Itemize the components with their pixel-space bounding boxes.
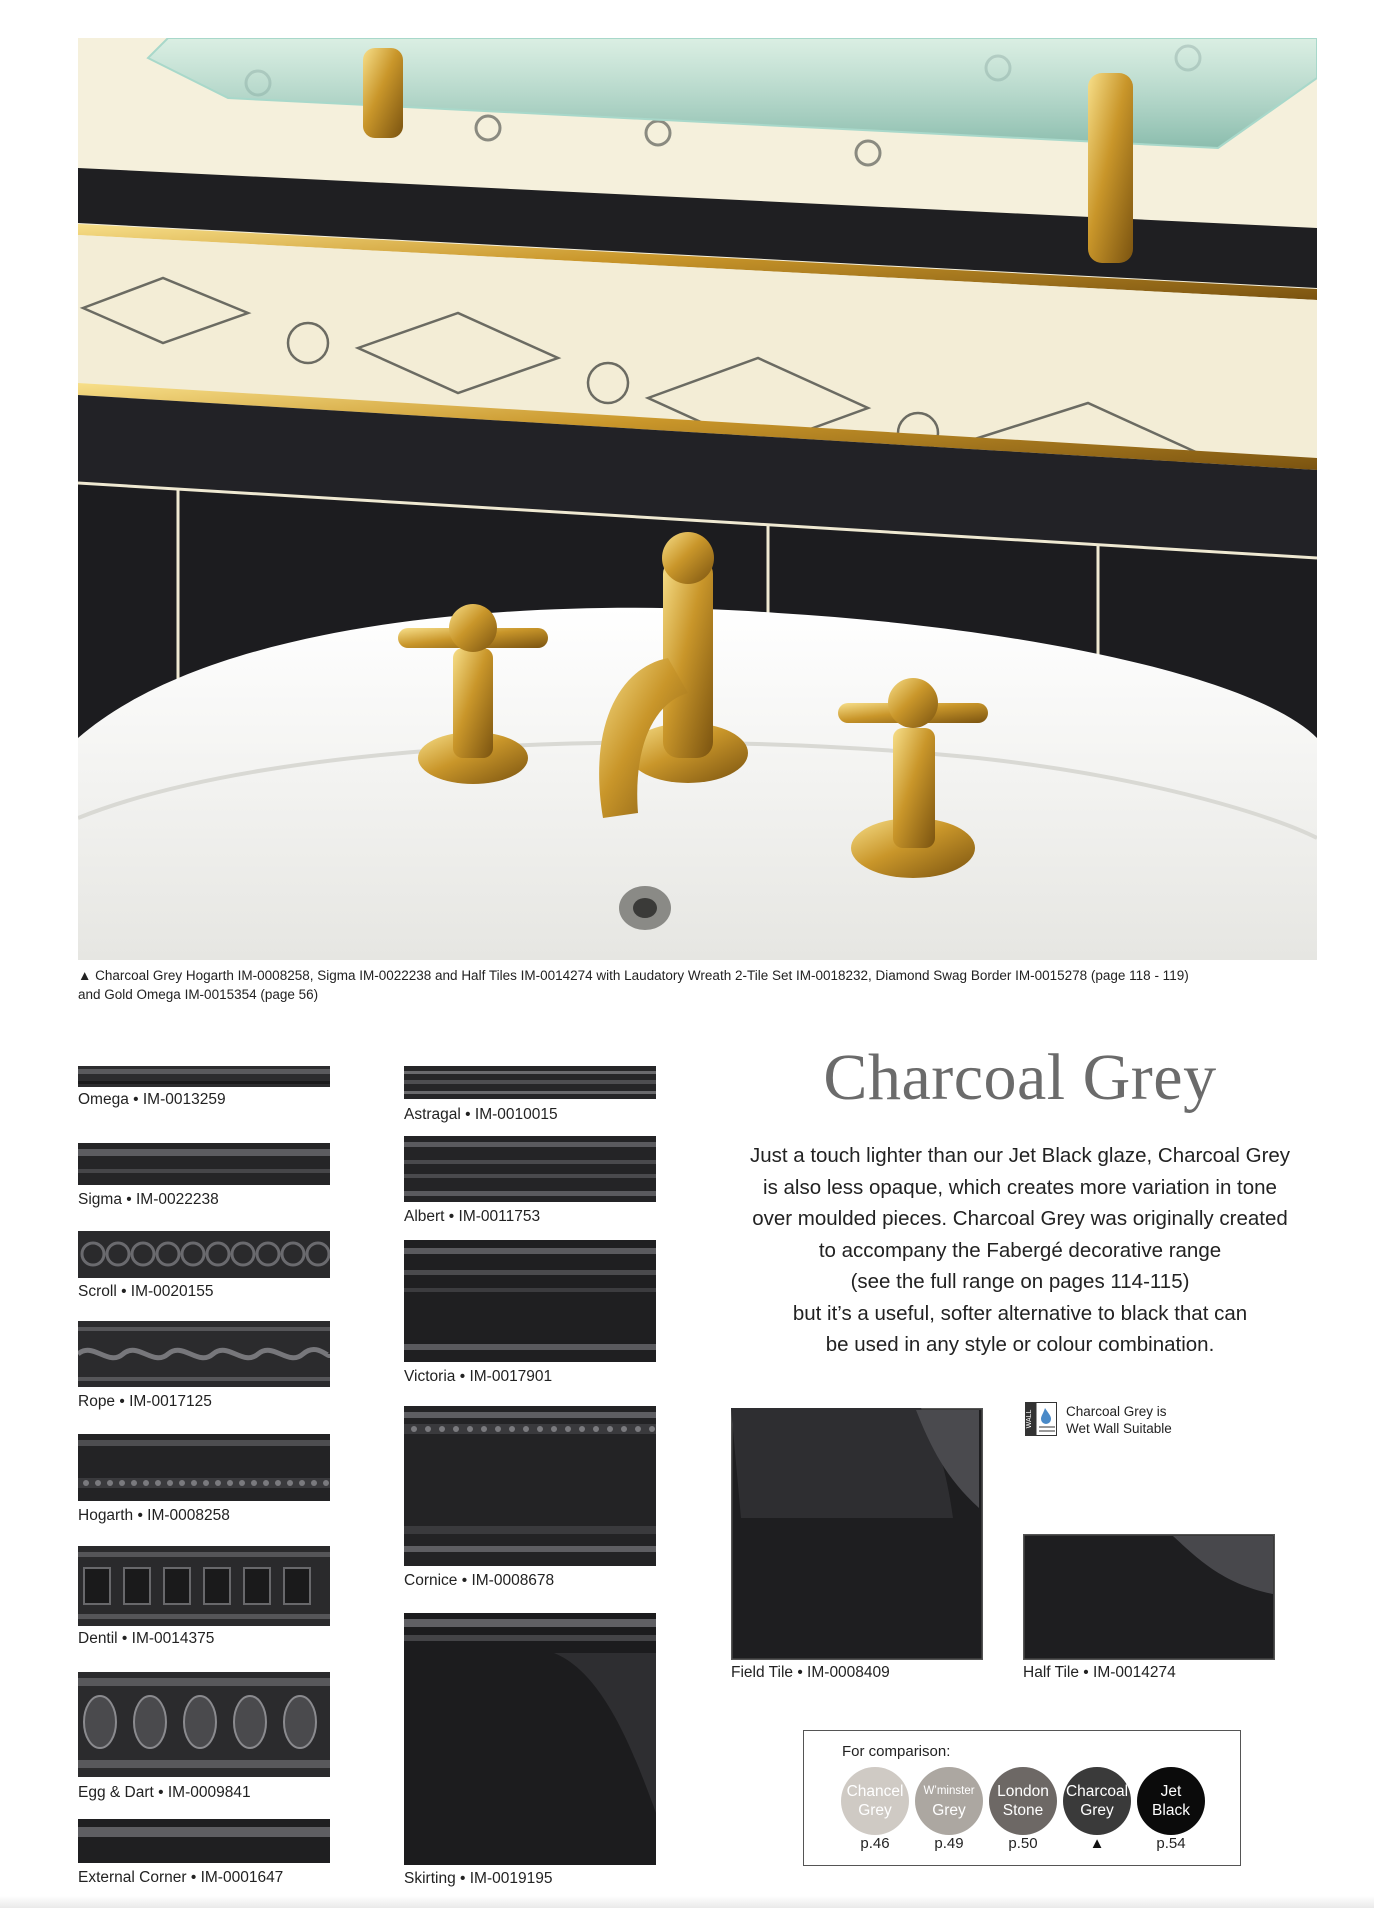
egg-dart-label: Egg & Dart • IM-0009841 <box>78 1784 251 1801</box>
description-line: but it’s a useful, softer alternative to black that can <box>792 1301 1248 1325</box>
description-line: over moulded pieces. Charcoal Grey was originally created <box>752 1207 1288 1230</box>
swatch-page-ref: p.54 <box>1156 1835 1186 1852</box>
comparison-box <box>803 1730 1241 1866</box>
dentil-label: Dentil • IM-0014375 <box>78 1630 215 1647</box>
swatch-wminster-grey <box>915 1767 983 1835</box>
swatch-name-2: Grey <box>932 1802 966 1819</box>
half-tile-image <box>1023 1534 1275 1660</box>
wet-wall-icon <box>1025 1402 1057 1436</box>
description-line: Just a touch lighter than our Jet Black glaze, Charcoal Grey <box>749 1144 1291 1167</box>
swatch-page-ref: p.50 <box>1008 1835 1038 1852</box>
swatch-name-1: Jet <box>1160 1783 1182 1800</box>
albert-label: Albert • IM-0011753 <box>404 1208 541 1225</box>
swatch-page-ref: p.46 <box>860 1835 890 1852</box>
wet-wall-line-2: Wet Wall Suitable <box>1066 1421 1172 1436</box>
wet-wall-line-1: Charcoal Grey is <box>1066 1404 1167 1419</box>
photo-caption <box>78 966 1228 1004</box>
scroll-label: Scroll • IM-0020155 <box>78 1283 214 1300</box>
swatch-name-1: London <box>997 1783 1049 1800</box>
omega-moulding-image <box>78 1066 330 1087</box>
cornice-moulding-image <box>404 1406 656 1566</box>
victoria-moulding-image <box>404 1240 656 1362</box>
skirting-label: Skirting • IM-0019195 <box>404 1870 553 1887</box>
field-tile-image <box>731 1408 983 1660</box>
rope-label: Rope • IM-0017125 <box>78 1393 212 1410</box>
egg-dart-moulding-image <box>78 1672 330 1777</box>
swatch-london-stone <box>989 1767 1057 1835</box>
description-line: to accompany the Fabergé decorative range <box>818 1238 1222 1262</box>
swatch-charcoal-grey <box>1063 1767 1131 1835</box>
wet-wall-note <box>1066 1403 1172 1437</box>
wet-wall-icon-text: WALL <box>1026 1409 1033 1429</box>
swatch-name-2: Grey <box>858 1802 892 1819</box>
scroll-moulding-image <box>78 1231 330 1278</box>
astragal-moulding-image <box>404 1066 656 1099</box>
sigma-label: Sigma • IM-0022238 <box>78 1191 219 1208</box>
victoria-label: Victoria • IM-0017901 <box>404 1368 553 1385</box>
swatch-name-1: Chancel <box>846 1783 904 1800</box>
swatch-name-2: Black <box>1152 1802 1190 1819</box>
external-corner-label: External Corner • IM-0001647 <box>78 1869 284 1886</box>
swatch-chancel-grey <box>841 1767 909 1835</box>
cornice-label: Cornice • IM-0008678 <box>404 1572 555 1589</box>
rope-moulding-image <box>78 1321 330 1387</box>
omega-label: Omega • IM-0013259 <box>78 1091 226 1108</box>
sigma-moulding-image <box>78 1143 330 1185</box>
swatch-page-ref: p.49 <box>934 1835 964 1852</box>
swatch-name-2: Stone <box>1002 1802 1044 1819</box>
current-swatch-marker-icon: ▲ <box>1089 1835 1105 1852</box>
comparison-title: For comparison: <box>842 1743 951 1760</box>
description-line: be used in any style or colour combination. <box>825 1333 1215 1356</box>
external-corner-moulding-image <box>78 1819 330 1863</box>
description <box>740 1140 1300 1361</box>
hogarth-moulding-image <box>78 1434 330 1501</box>
albert-moulding-image <box>404 1136 656 1202</box>
swatch-name-1: Charcoal <box>1065 1783 1129 1800</box>
bathroom-basin-image <box>78 38 1317 960</box>
astragal-label: Astragal • IM-0010015 <box>404 1106 558 1123</box>
dentil-moulding-image <box>78 1546 330 1626</box>
field-tile-label: Field Tile • IM-0008409 <box>731 1664 890 1681</box>
caption-line-1: ▲ Charcoal Grey Hogarth IM-0008258, Sigma IM-0022238 and Half Tiles IM-0014274 with Laudatory Wreath 2-Tile Set IM-0018232, Diamond Swag Border IM-0015278 (page 118 - 119) <box>78 968 1189 983</box>
half-tile-label: Half Tile • IM-0014274 <box>1023 1664 1176 1681</box>
page-bottom-shadow <box>0 1896 1374 1908</box>
swatch-jet-black <box>1137 1767 1205 1835</box>
skirting-moulding-image <box>404 1613 656 1865</box>
hero-photo <box>78 38 1317 960</box>
hogarth-label: Hogarth • IM-0008258 <box>78 1507 230 1524</box>
description-line: is also less opaque, which creates more variation in tone <box>763 1175 1277 1199</box>
caption-line-2: and Gold Omega IM-0015354 (page 56) <box>78 987 319 1002</box>
swatch-name-1: W’minster <box>923 1785 975 1797</box>
description-line: (see the full range on pages 114-115) <box>850 1270 1190 1293</box>
swatch-name-2: Grey <box>1080 1802 1114 1819</box>
page-title: Charcoal Grey <box>823 1041 1217 1114</box>
